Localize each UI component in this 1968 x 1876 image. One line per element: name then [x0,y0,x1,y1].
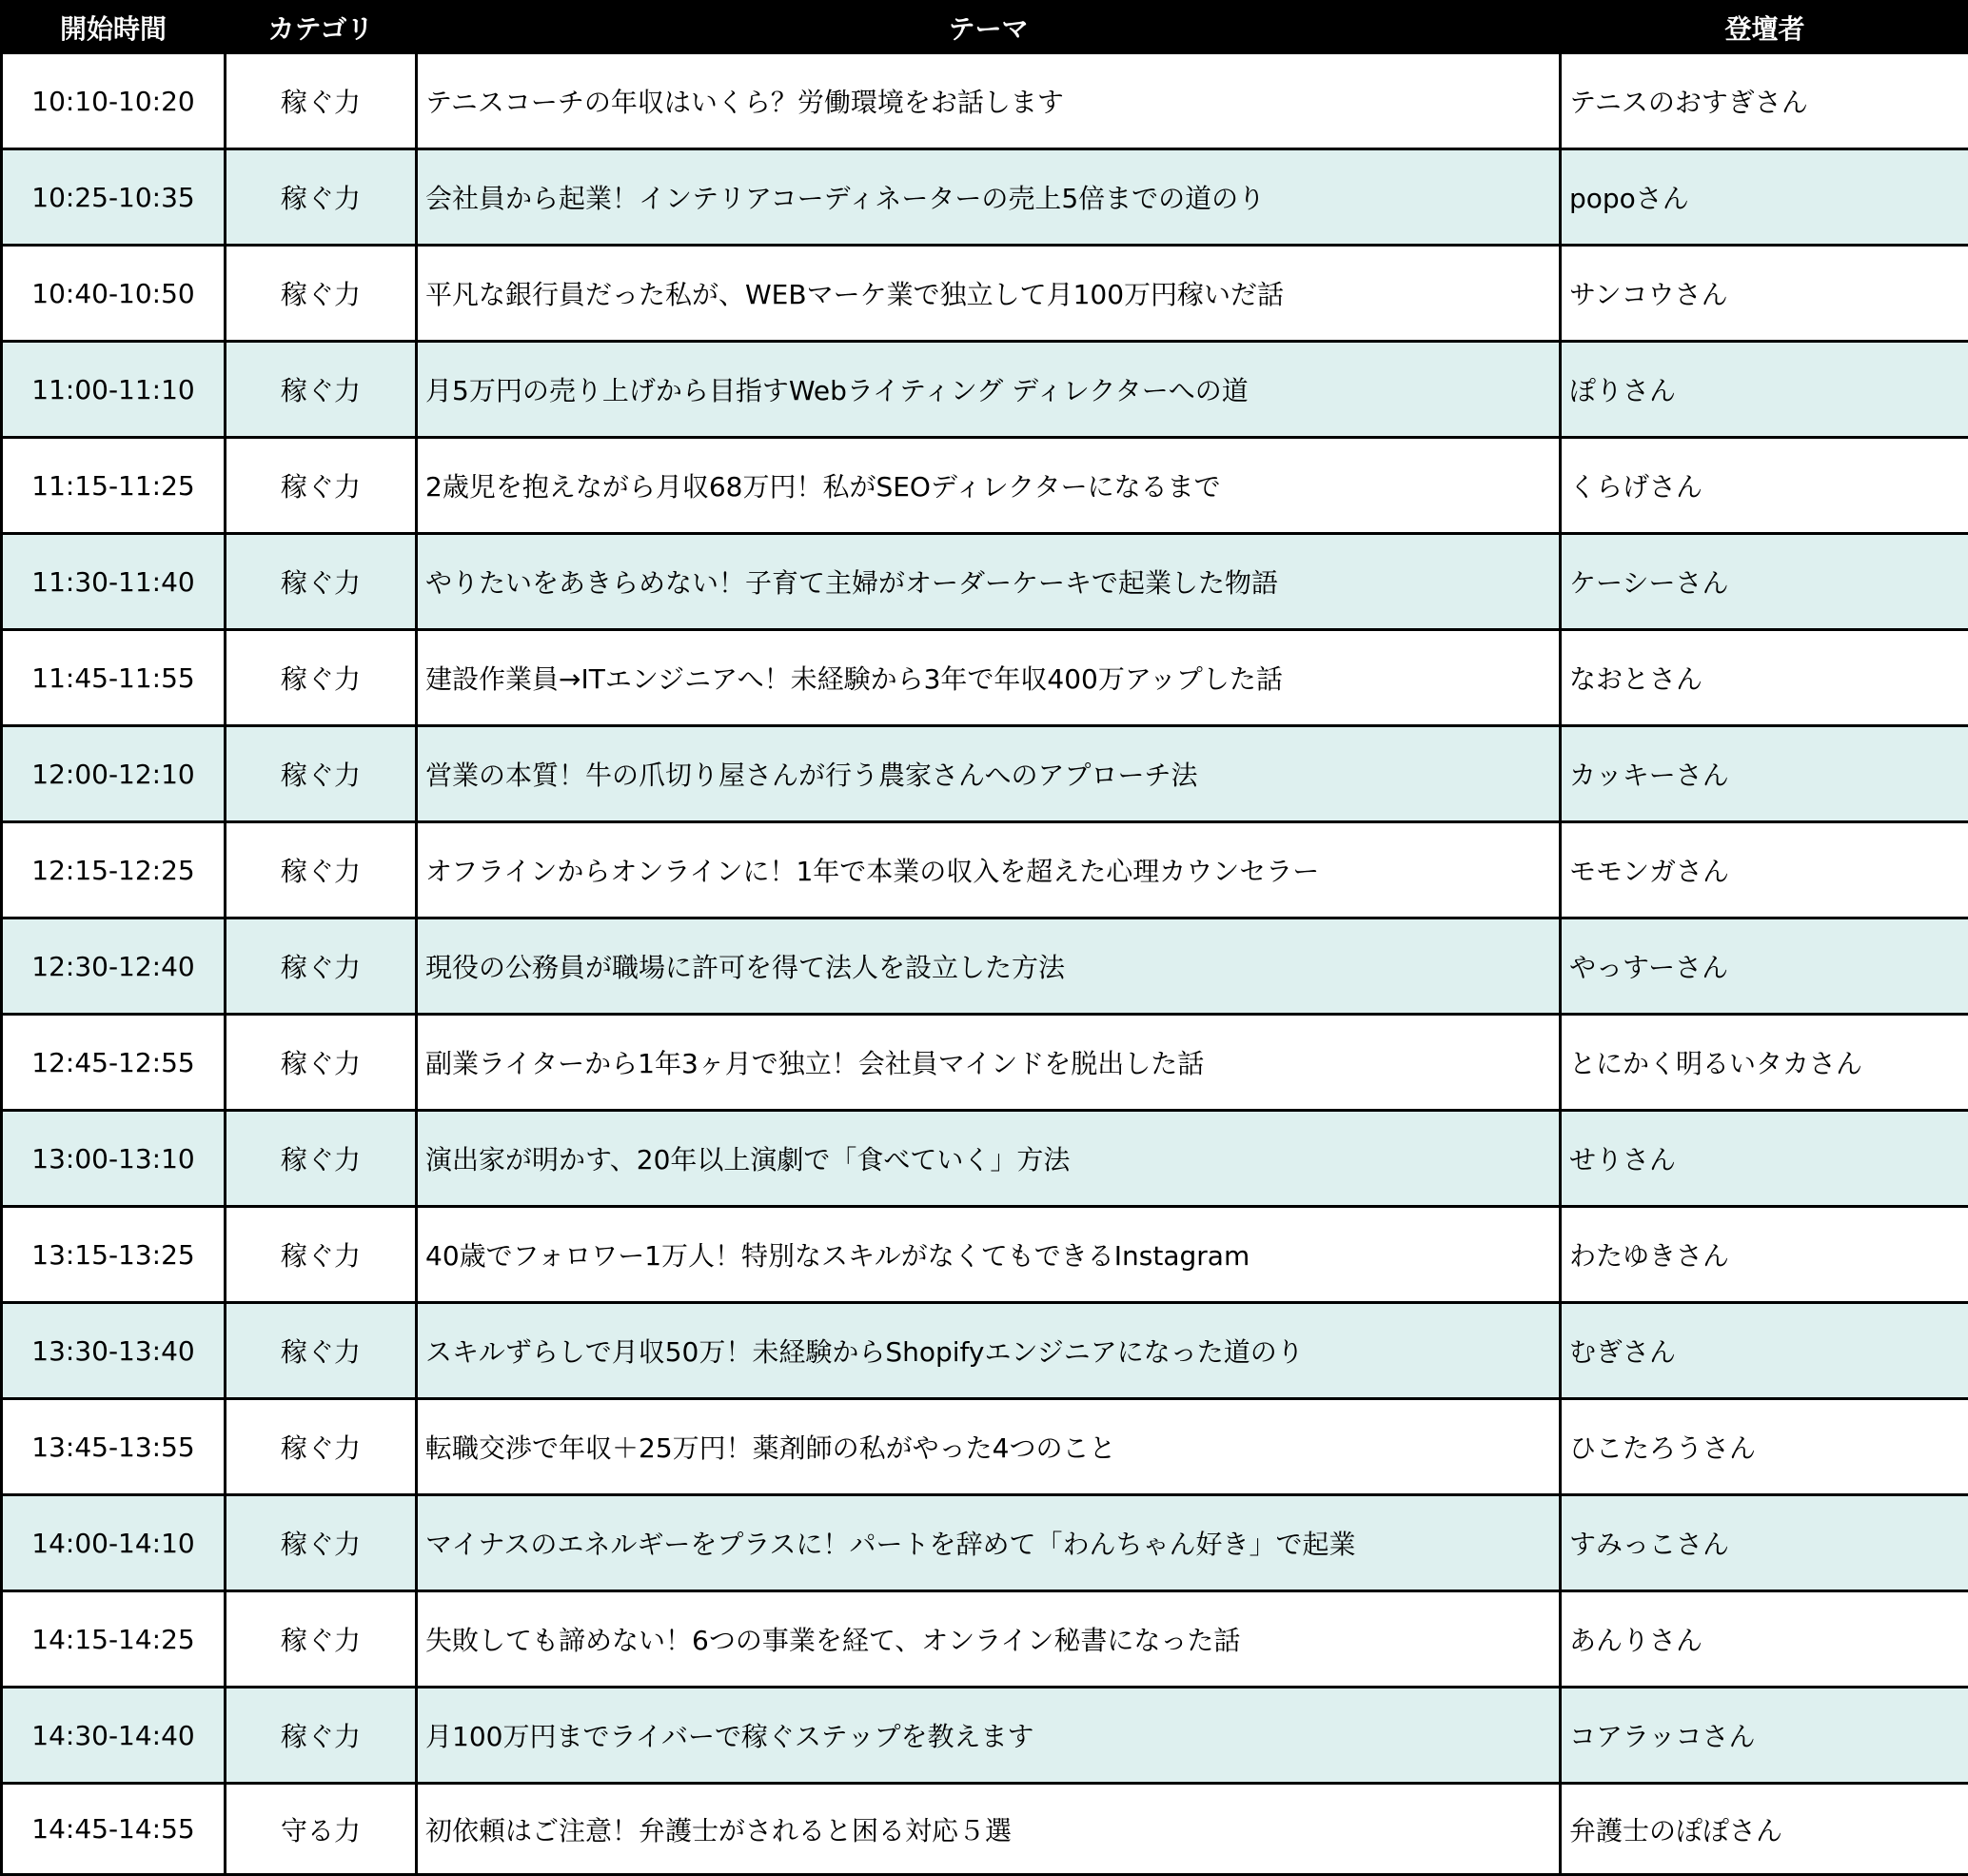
cell-time: 11:15-11:25 [2,438,226,534]
cell-speaker: ぽりさん [1561,342,1968,438]
table-row [2,1495,1968,1591]
cell-category: 守る力 [226,1784,417,1875]
cell-theme: 現役の公務員が職場に許可を得て法人を設立した方法 [417,918,1561,1015]
header-category: カテゴリ [226,2,417,53]
table-row [2,1207,1968,1303]
cell-theme: やりたいをあきらめない！子育て主婦がオーダーケーキで起業した物語 [417,534,1561,630]
header-row [2,2,1968,53]
cell-speaker: コアラッコさん [1561,1688,1968,1784]
cell-theme: スキルずらしで月収50万！未経験からShopifyエンジニアになった道のり [417,1303,1561,1399]
table-row [2,1303,1968,1399]
cell-theme: 月100万円までライバーで稼ぐステップを教えます [417,1688,1561,1784]
cell-speaker: 弁護士のぽぽさん [1561,1784,1968,1875]
cell-time: 13:30-13:40 [2,1303,226,1399]
table-body [2,53,1968,1875]
cell-speaker: サンコウさん [1561,246,1968,342]
table-row [2,246,1968,342]
cell-category: 稼ぐ力 [226,1495,417,1591]
table-row [2,630,1968,726]
cell-theme: テニスコーチの年収はいくら？労働環境をお話します [417,53,1561,149]
cell-speaker: モモンガさん [1561,822,1968,918]
cell-category: 稼ぐ力 [226,1111,417,1207]
cell-time: 11:45-11:55 [2,630,226,726]
cell-theme: 2歳児を抱えながら月収68万円！私がSEOディレクターになるまで [417,438,1561,534]
table-row [2,1015,1968,1111]
cell-theme: 会社員から起業！インテリアコーディネーターの売上5倍までの道のり [417,149,1561,246]
table-row [2,918,1968,1015]
table-row [2,726,1968,822]
cell-category: 稼ぐ力 [226,149,417,246]
header-time: 開始時間 [2,2,226,53]
table-row [2,1591,1968,1688]
cell-category: 稼ぐ力 [226,53,417,149]
cell-time: 10:10-10:20 [2,53,226,149]
header-theme: テーマ [417,2,1561,53]
cell-category: 稼ぐ力 [226,342,417,438]
cell-category: 稼ぐ力 [226,726,417,822]
cell-speaker: せりさん [1561,1111,1968,1207]
cell-time: 14:30-14:40 [2,1688,226,1784]
cell-category: 稼ぐ力 [226,1399,417,1495]
cell-speaker: ひこたろうさん [1561,1399,1968,1495]
cell-theme: 平凡な銀行員だった私が、WEBマーケ業で独立して月100万円稼いだ話 [417,246,1561,342]
cell-speaker: くらげさん [1561,438,1968,534]
cell-theme: 初依頼はご注意！弁護士がされると困る対応５選 [417,1784,1561,1875]
table-row [2,342,1968,438]
cell-time: 14:45-14:55 [2,1784,226,1875]
cell-category: 稼ぐ力 [226,1688,417,1784]
cell-time: 11:30-11:40 [2,534,226,630]
cell-theme: 建設作業員→ITエンジニアへ！未経験から3年で年収400万アップした話 [417,630,1561,726]
cell-time: 11:00-11:10 [2,342,226,438]
cell-theme: 演出家が明かす、20年以上演劇で「食べていく」方法 [417,1111,1561,1207]
cell-theme: 副業ライターから1年3ヶ月で独立！会社員マインドを脱出した話 [417,1015,1561,1111]
cell-time: 10:25-10:35 [2,149,226,246]
cell-category: 稼ぐ力 [226,438,417,534]
cell-time: 13:45-13:55 [2,1399,226,1495]
cell-theme: 営業の本質！牛の爪切り屋さんが行う農家さんへのアプローチ法 [417,726,1561,822]
header-speaker: 登壇者 [1561,2,1968,53]
cell-time: 12:15-12:25 [2,822,226,918]
cell-speaker: むぎさん [1561,1303,1968,1399]
cell-category: 稼ぐ力 [226,918,417,1015]
cell-speaker: あんりさん [1561,1591,1968,1688]
cell-category: 稼ぐ力 [226,1015,417,1111]
cell-speaker: なおとさん [1561,630,1968,726]
cell-theme: 転職交渉で年収＋25万円！薬剤師の私がやった4つのこと [417,1399,1561,1495]
table-row [2,438,1968,534]
table-row [2,822,1968,918]
cell-speaker: すみっこさん [1561,1495,1968,1591]
table-row [2,53,1968,149]
cell-category: 稼ぐ力 [226,1303,417,1399]
cell-speaker: とにかく明るいタカさん [1561,1015,1968,1111]
cell-time: 14:00-14:10 [2,1495,226,1591]
cell-category: 稼ぐ力 [226,246,417,342]
table-row [2,1784,1968,1875]
cell-speaker: やっすーさん [1561,918,1968,1015]
cell-category: 稼ぐ力 [226,534,417,630]
cell-time: 13:15-13:25 [2,1207,226,1303]
cell-time: 12:45-12:55 [2,1015,226,1111]
table-row [2,1399,1968,1495]
cell-speaker: カッキーさん [1561,726,1968,822]
table-header [2,2,1968,53]
cell-theme: 月5万円の売り上げから目指すWebライティング ディレクターへの道 [417,342,1561,438]
table-row [2,1111,1968,1207]
cell-category: 稼ぐ力 [226,1591,417,1688]
cell-theme: 40歳でフォロワー1万人！特別なスキルがなくてもできるInstagram [417,1207,1561,1303]
cell-time: 12:30-12:40 [2,918,226,1015]
cell-category: 稼ぐ力 [226,822,417,918]
cell-time: 14:15-14:25 [2,1591,226,1688]
cell-time: 12:00-12:10 [2,726,226,822]
cell-speaker: わたゆきさん [1561,1207,1968,1303]
cell-speaker: ケーシーさん [1561,534,1968,630]
table-row [2,534,1968,630]
cell-theme: 失敗しても諦めない！6つの事業を経て、オンライン秘書になった話 [417,1591,1561,1688]
table-row [2,1688,1968,1784]
cell-time: 13:00-13:10 [2,1111,226,1207]
cell-time: 10:40-10:50 [2,246,226,342]
cell-speaker: テニスのおすぎさん [1561,53,1968,149]
cell-category: 稼ぐ力 [226,630,417,726]
cell-category: 稼ぐ力 [226,1207,417,1303]
table-row [2,149,1968,246]
cell-theme: マイナスのエネルギーをプラスに！パートを辞めて「わんちゃん好き」で起業 [417,1495,1561,1591]
cell-theme: オフラインからオンラインに！1年で本業の収入を超えた心理カウンセラー [417,822,1561,918]
cell-speaker: popoさん [1561,149,1968,246]
